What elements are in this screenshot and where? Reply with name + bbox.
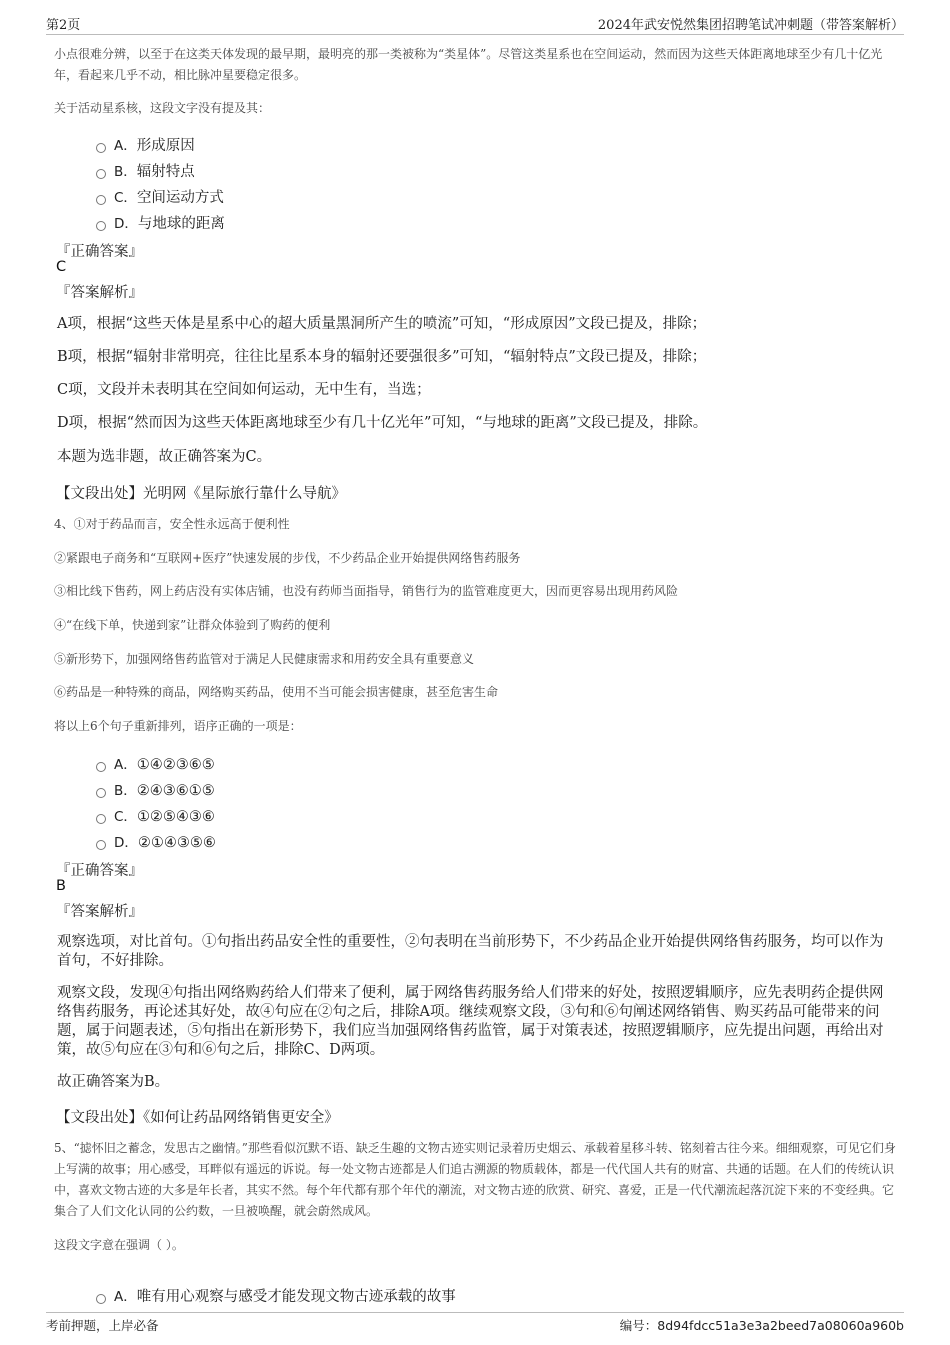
q4-line-5: ⑤新形势下，加强网络售药监管对于满足人民健康需求和用药安全具有重要意义 xyxy=(54,652,475,666)
q3-analysis-label: 『答案解析』 xyxy=(56,285,143,301)
footer-slogan: 考前押题，上岸必备 xyxy=(46,1318,159,1333)
q3-answer-label: 『正确答案』 xyxy=(56,244,143,260)
radio-icon[interactable] xyxy=(96,195,106,205)
q4-option-c[interactable]: C．①②⑤④③⑥ xyxy=(96,805,215,825)
q3-source: 【文段出处】光明网《星际旅行靠什么导航》 xyxy=(56,486,346,502)
document-code: 编号：8d94fdcc51a3e3a2beed7a08060a960b xyxy=(619,1318,904,1333)
page-header xyxy=(46,14,904,35)
radio-icon[interactable] xyxy=(96,1294,106,1304)
q4-option-b[interactable]: B．②④③⑥①⑤ xyxy=(96,779,215,799)
q4-line-1: 4、①对于药品而言，安全性永远高于便利性 xyxy=(54,517,290,531)
q4-analysis-label: 『答案解析』 xyxy=(56,904,143,920)
q4-source: 【文段出处】《如何让药品网络销售更安全》 xyxy=(56,1110,339,1126)
q4-answer: B xyxy=(56,878,66,894)
q3-question: 关于活动星系核，这段文字没有提及其： xyxy=(54,101,271,115)
q4-answer-label: 『正确答案』 xyxy=(56,863,143,879)
radio-icon[interactable] xyxy=(96,169,106,179)
q5-question: 这段文字意在强调（ ）。 xyxy=(54,1238,184,1252)
q4-analysis-conclusion: 故正确答案为B。 xyxy=(57,1074,170,1090)
q3-option-c[interactable]: C．空间运动方式 xyxy=(96,186,224,207)
q3-passage-tail: 小点很难分辨，以至于在这类天体发现的最早期，最明亮的那一类被称为“类星体”。尽管这类星系也在空间运动，然而因为这些天体距离地球至少有几十亿光年，看起来几乎不动，相比脉冲星要稳定很多。 xyxy=(54,47,883,82)
document-title: 2024年武安悦然集团招聘笔试冲刺题（带答案解析） xyxy=(597,18,904,33)
q4-option-a[interactable]: A．①④②③⑥⑤ xyxy=(96,753,215,773)
q4-line-4: ④“在线下单，快递到家”让群众体验到了购药的便利 xyxy=(54,618,331,632)
q3-analysis-conclusion: 本题为选非题，故正确答案为C。 xyxy=(57,449,272,465)
radio-icon[interactable] xyxy=(96,221,106,231)
radio-icon[interactable] xyxy=(96,814,106,824)
q3-option-a[interactable]: A．形成原因 xyxy=(96,134,195,155)
q5-option-a[interactable]: A．唯有用心观察与感受才能发现文物古迹承载的故事 xyxy=(96,1285,456,1306)
radio-icon[interactable] xyxy=(96,840,106,850)
page-number: 第2页 xyxy=(46,18,81,33)
radio-icon[interactable] xyxy=(96,143,106,153)
q4-question: 将以上6个句子重新排列，语序正确的一项是： xyxy=(54,719,302,733)
q4-option-d[interactable]: D．②①④③⑤⑥ xyxy=(96,831,216,851)
q5-passage: 5、“摅怀旧之蓄念，发思古之幽情。”那些看似沉默不语、缺乏生趣的文物古迹实则记录着历史烟云、承载着星移斗转、铭刻着古往今来。细细观察，可见它们身上写满的故事；用心感受，耳畔似有遥远的诉说。每一处文物古迹都是人们追古溯源的物质载体，都是一代代国人共有的财富、共通的话题。在人们的传统认识中，喜欢文物古迹的大多是年长者，其实不然。每个年代都有那个年代的潮流，对文物古迹的欣赏、研究、喜爱，正是一代代潮流起落沉淀下来的不变经典。它集合了人们文化认同的公约数，一旦被唤醒，就会蔚然成风。 xyxy=(54,1141,896,1218)
q3-option-d[interactable]: D．与地球的距离 xyxy=(96,212,225,233)
q3-analysis-a: A项，根据“这些天体是星系中心的超大质量黑洞所产生的喷流”可知，“形成原因”文段已提及，排除； xyxy=(57,316,707,332)
q3-analysis-d: D项，根据“然而因为这些天体距离地球至少有几十亿光年”可知，“与地球的距离”文段已提及，排除。 xyxy=(57,415,708,431)
q3-answer: C xyxy=(56,259,67,275)
q4-analysis-2: 观察文段，发现④句指出网络购药给人们带来了便利，属于网络售药服务给人们带来的好处，按照逻辑顺序，应先表明药企提供网络售药服务，再论述其好处，故④句应在②句之后，排除A项。继续观察文段，③句和⑥句阐述网络销售、购买药品可能带来的问题，属于问题表述，⑤句指出在新形势下，我们应当加强网络售药监管，属于对策表述，按照逻辑顺序，应先提出问题，再给出对策，故⑤句应在③句和⑥句之后，排除C、D两项。 xyxy=(57,985,884,1058)
q4-line-6: ⑥药品是一种特殊的商品，网络购买药品，使用不当可能会损害健康，甚至危害生命 xyxy=(54,685,499,699)
page-footer xyxy=(46,1312,904,1335)
radio-icon[interactable] xyxy=(96,762,106,772)
q3-analysis-b: B项，根据“辐射非常明亮，往往比星系本身的辐射还要强很多”可知，“辐射特点”文段已提及，排除； xyxy=(57,349,707,365)
radio-icon[interactable] xyxy=(96,788,106,798)
q3-analysis-c: C项，文段并未表明其在空间如何运动，无中生有，当选； xyxy=(57,382,431,398)
q4-line-2: ②紧跟电子商务和“互联网+医疗”快速发展的步伐，不少药品企业开始提供网络售药服务 xyxy=(54,551,521,565)
q4-analysis-1: 观察选项，对比首句。①句指出药品安全性的重要性，②句表明在当前形势下，不少药品企业开始提供网络售药服务，均可以作为首句，不好排除。 xyxy=(57,934,884,969)
q3-option-b[interactable]: B．辐射特点 xyxy=(96,160,195,181)
q4-line-3: ③相比线下售药，网上药店没有实体店铺，也没有药师当面指导，销售行为的监管难度更大，因而更容易出现用药风险 xyxy=(54,584,679,598)
